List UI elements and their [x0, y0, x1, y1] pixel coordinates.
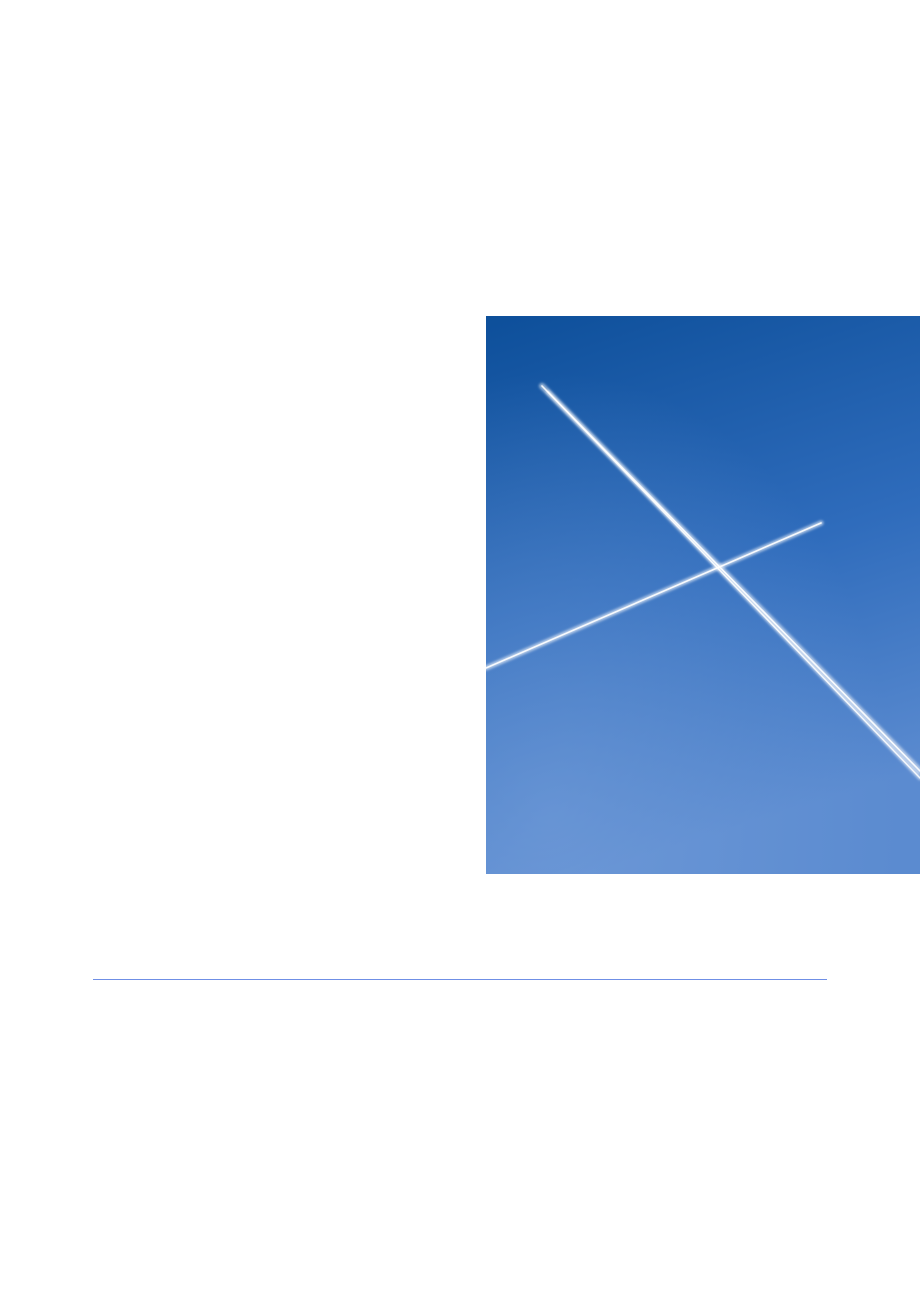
left-text-column [93, 138, 434, 161]
contrails-sky-photo [486, 316, 920, 874]
right-text-column [486, 138, 827, 161]
contrails-sky-image [486, 316, 920, 874]
footnote-divider [93, 979, 827, 980]
